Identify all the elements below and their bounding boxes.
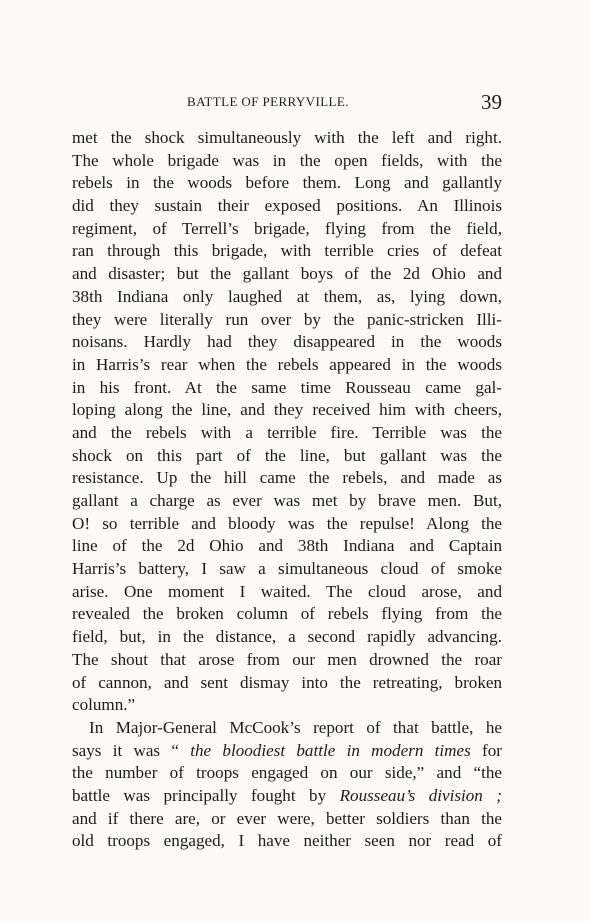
running-head [72,92,502,116]
italic-text-run: the bloodiest battle in modern times [190,740,471,760]
text-line [72,513,502,536]
running-title: BATTLE OF PERRYVILLE. [187,94,349,109]
text-line [72,649,502,672]
text-line [72,399,502,422]
text-run: regiment, of Terrell’s brigade, flying from the field, [72,218,502,238]
text-line [72,558,502,581]
text-run: in his front. At the same time Rousseau came gal- [72,377,502,397]
text-line [72,626,502,649]
text-run: shock on this part of the line, but gallant was the [72,445,502,465]
text-run: and disaster; but the gallant boys of the 2d Ohio and [72,264,502,284]
text-line [72,218,502,241]
text-run: of cannon, and sent dismay into the retreating, broken [72,672,502,692]
text-line [72,740,502,763]
text-line [72,830,502,853]
text-run: rebels in the woods before them. Long and gallantly [72,173,502,193]
text-line [72,127,502,150]
text-line [72,354,502,377]
text-line [72,240,502,263]
text-run: did they sustain their exposed positions. An Illinois [72,196,502,216]
text-line [72,535,502,558]
text-run: for [470,740,502,760]
text-run: and if there are, or ever were, better soldiers than the [72,808,502,828]
page-number: 39 [481,90,502,114]
text-line [72,581,502,604]
text-line [72,445,502,468]
text-run: met the shock simultaneously with the left and right. [72,128,502,147]
text-line [72,286,502,309]
text-line [72,309,502,332]
text-run: resistance. Up the hill came the rebels, and made as [72,468,502,488]
text-line [72,467,502,490]
text-run: O! so terrible and bloody was the repulse! Along the [72,513,502,533]
text-run: column.” [72,695,136,715]
text-line [72,263,502,286]
italic-text-run: Rousseau’s division ; [339,785,502,805]
text-run: the number of troops engaged on our side,” and “the [72,763,502,783]
body-text [72,127,502,853]
text-run: field, but, in the distance, a second rapidly advancing. [72,627,502,647]
text-line [72,490,502,513]
text-run: loping along the line, and they received him with cheers, [72,400,502,420]
text-run: 38th Indiana only laughed at them, as, lying down, [72,286,502,306]
text-run: revealed the broken column of rebels flying from the [72,604,502,624]
text-run: Harris’s battery, I saw a simultaneous cloud of smoke [72,559,502,579]
text-line [72,195,502,218]
text-run: arise. One moment I waited. The cloud arose, and [72,581,502,601]
text-run: The shout that arose from our men drowned the roar [72,649,502,669]
text-line [72,150,502,173]
text-run: battle was principally fought by [72,785,340,805]
text-line [72,785,502,808]
text-run: line of the 2d Ohio and 38th Indiana and Captain [72,536,502,556]
text-run: ran through this brigade, with terrible cries of defeat [72,241,502,261]
text-run: they were literally run over by the panic-stricken Illi- [72,309,502,329]
text-line [72,377,502,400]
text-run: and the rebels with a terrible fire. Terrible was the [72,422,502,442]
text-line [72,808,502,831]
text-run: in Harris’s rear when the rebels appeared in the woods [72,354,502,374]
text-run: In Major-General McCook’s report of that battle, he [89,717,502,737]
text-run: noisans. Hardly had they disappeared in the woods [72,332,502,352]
text-line [72,422,502,445]
text-line [72,172,502,195]
text-run: says it was “ [72,740,191,760]
text-run: The whole brigade was in the open fields, with the [72,150,502,170]
text-run: old troops engaged, I have neither seen nor read of [72,831,502,851]
text-line [72,603,502,626]
text-run: gallant a charge as ever was met by brave men. But, [72,491,502,510]
text-line [72,331,502,354]
text-line [72,717,502,740]
text-line [72,672,502,695]
text-line [72,694,502,717]
text-line [72,762,502,785]
